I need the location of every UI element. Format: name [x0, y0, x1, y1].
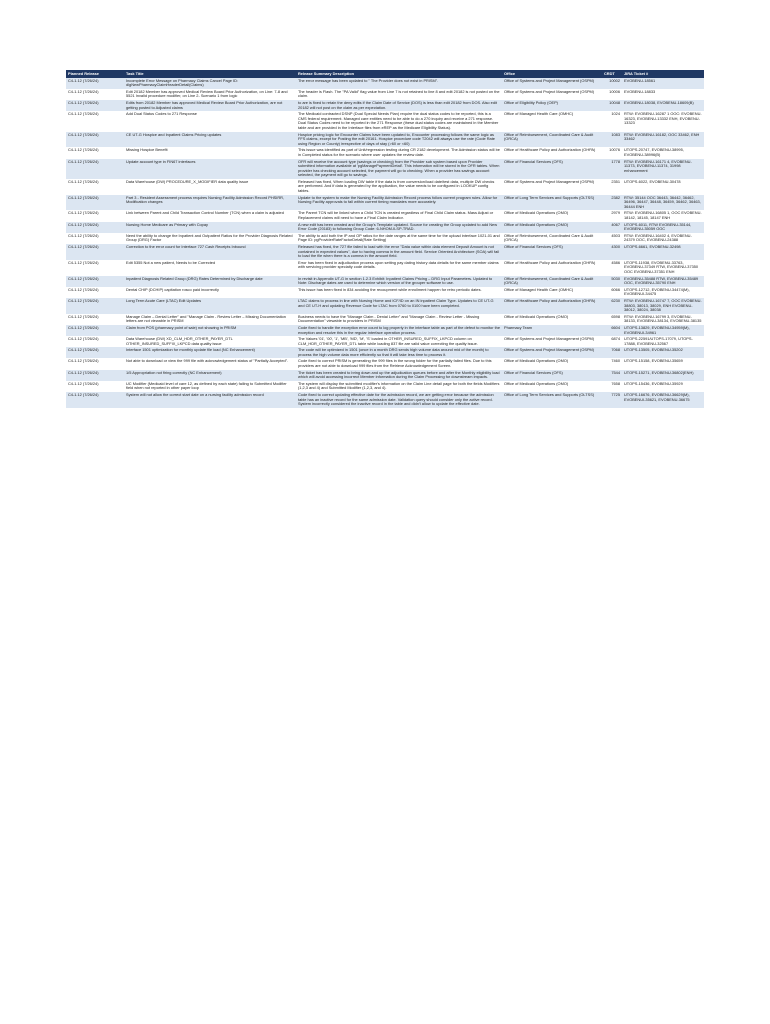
- jira-ticket-cell: UTOPS-13829, EVOBENU-34959(M), EVOBENUI-34961: [622, 325, 704, 336]
- release-summary-cell: Error has been fixed in adjudication process upon setting pay dating history data details for the same member claims with servicing provider specialty code details.: [296, 260, 502, 276]
- task-title-cell: Link between Parent and Child Transaction Control Number (TCN) when a claim is adjusted: [124, 210, 296, 221]
- planned-release-cell: C4-1.12 (7/26/24): [66, 314, 124, 325]
- jira-ticket-cell: RTW: EVOBENU-16747 7, OOC EVOBENU-38803, 38013, 38029, ENH EVOBENU-38012, 38024, 38038: [622, 298, 704, 314]
- release-summary-cell: The code will be optimized in 1501 (once in a month DRG sends high volume data around mid of the month) to process the high volume data more efficiently so that it will take less time to process it.: [296, 347, 502, 358]
- office-cell: Office of Medicaid Operations (OMO): [502, 381, 602, 392]
- header-crdt: CRDT: [602, 70, 622, 78]
- office-cell: Office of Medicaid Operations (OMO): [502, 358, 602, 369]
- release-summary-cell: The Medicaid contracted DSNP (Dual Special Needs Plan) require the dual status codes to be reported, this is a CMS federal requirement. Managed care entities need to be able to do a 270 inquiry and receive a 271 response. Dual Status Codes need to be reported in the 271 Response (these dual status codes are maintained in the Member table and are provided in the Interface files from eREP as the Medicare Eligibility Status).: [296, 111, 502, 131]
- task-title-cell: Interface 1501 optimization for monthly update file load (NC Enhancement): [124, 347, 296, 358]
- crdt-cell: 2382: [602, 195, 622, 211]
- office-cell: Office of Reimbursement, Coordinated Care & Audit (ORCA): [502, 276, 602, 287]
- office-cell: Office of Financial Services (OFS): [502, 159, 602, 179]
- table-row: [66, 392, 704, 408]
- table-row: [66, 298, 704, 314]
- release-summary-cell: This issue was identified as part of Unit/regression testing during CR 2182 development. The Admission status will be in Completed status for the scenario where user updates the review date.: [296, 147, 502, 158]
- table-row: [66, 244, 704, 260]
- office-cell: Office of Systems and Project Management (OSPM): [502, 179, 602, 195]
- office-cell: Office of Healthcare Policy and Authorization (OHPA): [502, 147, 602, 158]
- crdt-cell: 10048: [602, 100, 622, 111]
- crdt-cell: 1024: [602, 111, 622, 131]
- crdt-cell: 10076: [602, 147, 622, 158]
- table-row: [66, 381, 704, 392]
- jira-ticket-cell: RTW: EVOBENU-16182, OOC 33462, ENH 33462: [622, 132, 704, 148]
- jira-ticket-cell: UTOPS-15271, EVOBENU-36802(ENH): [622, 370, 704, 381]
- table-row: [66, 276, 704, 287]
- crdt-cell: 7658: [602, 381, 622, 392]
- release-summary-cell: Code fixed to correct PRISM is generating the 999 files in the wrong folder for the partially failed files. Due to this providers are not able to download 999 files from the Retrieve Acknowledgement Screen.: [296, 358, 502, 369]
- header-task-title: Task Title: [124, 70, 296, 78]
- office-cell: Office of Eligibility Policy (OEP): [502, 100, 602, 111]
- table-row: [66, 222, 704, 233]
- table-row: [66, 100, 704, 111]
- table-row: [66, 233, 704, 244]
- jira-ticket-cell: UTOPS-6022, EVOBENU-30478: [622, 179, 704, 195]
- crdt-cell: 4586: [602, 260, 622, 276]
- jira-ticket-cell: RTW: EVOBENU-16287 1 OOC: EVOBENU-16323, EVOBENU-13332 ENH, EVOBENU-13323: [622, 111, 704, 131]
- release-summary-cell: A new edit has been created and the Group's Template updated. Source for creating the Group updated to add New Error Code (20183) to following Group Code: 6-NHOM-ILSP-TRAD.: [296, 222, 502, 233]
- task-title-cell: Need the ability to change the Inpatient and Outpatient Ratios for the Provider Diagnosis Related Group (DRG) Factor: [124, 233, 296, 244]
- task-title-cell: Nursing Home Medicare as Primary with Copay: [124, 222, 296, 233]
- release-summary-cell: In revisit in Appendix UT-G in section 1.2.3 Exhibit: Inpatient Claims Pricing – DRG Input Parameters. Updated to Note: Discharge dates are used to determine which version of the grouper software to use.: [296, 276, 502, 287]
- header-release-summary: Release Summary Description: [296, 70, 502, 78]
- crdt-cell: 6598: [602, 314, 622, 325]
- crdt-cell: 7544: [602, 370, 622, 381]
- jira-ticket-cell: UTOPS-16676, EVOBENU-36629(M), EVOBENUI-35621, EVOBENU-36675: [622, 392, 704, 408]
- table-row: [66, 89, 704, 100]
- jira-ticket-cell: UTOPS-11938, EVOBENU-33763, EVOBENU-37349 RTW, EVOBENU-37350 OOC EVOBENU-37351 ENH: [622, 260, 704, 276]
- planned-release-cell: C4-1.12 (7/26/24): [66, 233, 124, 244]
- release-summary-cell: The header is Flash. The "PA Valid" flag value from Line 7 is not retained to line 8 and edit 20182 is not posted on the claim.: [296, 89, 502, 100]
- jira-ticket-cell: RTW: EVOBENU-16171 4, EVOBENU-11373, EVOBENU-11374, 31998 enhancement: [622, 159, 704, 179]
- planned-release-cell: C4-1.12 (7/26/24): [66, 100, 124, 111]
- table-row: [66, 159, 704, 179]
- table-row: [66, 358, 704, 369]
- release-summary-cell: Hospice pricing logic for Encounter Claims have been updated to, Encounter processing follows the same logic as FFS claims, except for Posting the edit 20161. Hospice procedure code T2042 will always use the rate (Code Rate using Region or County) irrespective of days of stay (>60 or <60): [296, 132, 502, 148]
- table-row: [66, 210, 704, 221]
- task-title-cell: Not able to download or view the 999 file with acknowledgement status of "Partially Accepted".: [124, 358, 296, 369]
- planned-release-cell: C4-1.12 (7/26/24): [66, 347, 124, 358]
- planned-release-cell: C4-1.12 (7/26/24): [66, 358, 124, 369]
- crdt-cell: 7068: [602, 347, 622, 358]
- task-title-cell: Part 3 - Resident Assessment process requires Nursing Facility Admission Record PHSIRR, Modification changes: [124, 195, 296, 211]
- release-summary-cell: OFR will receive the account type (savings or checking) from the Provider sub system based upon Provider submitted information available at 'pgManagePaymentDetail'. This information will be stored in the OFR tables. When provider has checking account selected, the payment will go to checking. When a provider has savings account selected, the payment will go to savings.: [296, 159, 502, 179]
- table-row: [66, 147, 704, 158]
- release-summary-cell: Code fixed to handle the exception error count to log properly in the interface table as part of the defect to monitor the exception and resolve this in the regular interface operation process.: [298, 324, 501, 335]
- table-row: [66, 111, 704, 131]
- office-cell: Office of Medicaid Operations (OMO): [502, 222, 602, 233]
- task-title-cell: Add Dual Status Codes to 271 Response: [124, 111, 296, 131]
- table-header-row: [66, 70, 704, 78]
- task-title-cell: CE UT-G Hospice and Inpatient Claims Pricing updates: [124, 132, 296, 148]
- table-row: [66, 132, 704, 148]
- planned-release-cell: C4-1.12 (7/26/24): [66, 276, 124, 287]
- task-title-cell: Update account type in FIN67 interfaces: [124, 159, 296, 179]
- task-title-cell: UC Modifier (Medicaid level of care 12, as defined by each state) failing to Submitted Modifier field when not reported in other payer loop: [124, 381, 296, 392]
- office-cell: Office of Systems and Project Management (OSPM): [502, 347, 602, 358]
- task-title-cell: 1/5 Appropriation not firing correctly (NC Enhancement): [124, 370, 296, 381]
- table-row: [66, 314, 704, 325]
- jira-ticket-cell: EVOBENU-18561: [622, 78, 704, 89]
- planned-release-cell: C4-1.12 (7/26/24): [66, 287, 124, 298]
- crdt-cell: 10006: [602, 89, 622, 100]
- office-cell: Office of Managed Health Care (OMHC): [502, 287, 602, 298]
- crdt-cell: 6604: [602, 325, 622, 336]
- table-row: [66, 260, 704, 276]
- release-summary-cell: The Values '01', '00', '1', 'MB', 'MD', 'M', 'S' loaded in OTHER_INSURED_SUFFIX_LKPCD column on CLM_HDR_OTHER_PAYER_DTL table while loading 837 file are valid value correcting the quality issue.: [296, 336, 502, 347]
- office-cell: Office of Reimbursement, Coordinated Care & Audit (ORCA): [502, 233, 602, 244]
- release-summary-cell: Released has fixed, the 727 file failed to load with the error "Data value within data element Deposit Amount is not contained in expected values", due to having comma in the amount field. Service Oriented Architecture (SOA) will fail to load the file when there is a comma in the amount field.: [296, 244, 502, 260]
- planned-release-cell: C4-1.12 (7/26/24): [66, 89, 124, 100]
- release-table: [66, 70, 704, 408]
- jira-ticket-cell: UTOPS-13505, EVOBENU-35202: [622, 347, 704, 358]
- planned-release-cell: C4-1.12 (7/26/24): [66, 381, 124, 392]
- planned-release-cell: C4-1.12 (7/26/24): [66, 111, 124, 131]
- jira-ticket-cell: RTW: EVOBENU-16402 4, EVOBENU-24379 OOC, EVOBENU-24388: [622, 233, 704, 244]
- crdt-cell: 10002: [602, 78, 622, 89]
- crdt-cell: 6066: [602, 287, 622, 298]
- release-summary-cell: Update to the system to make the Nursing Facility Admission Record process follow current program rules. Allow for Nursing Facility approvals to fall within current timing mandates more accurately.: [296, 195, 502, 211]
- release-summary-cell: Business needs to have the "Manage Claim - Denial Letter" and "Manage Claim - Review Letter - Missing Documentation" viewable to providers in PRISM: [296, 314, 502, 325]
- release-summary-cell: The ticket has been created to bring down and up the adjudication queues before and after the Monthly eligibility load which will avoid accessing incorrect Member information during the Claim Processing for downstream impacts.: [296, 370, 502, 381]
- task-title-cell: Long Term Acute Care (LTAC) Edit Updates: [124, 298, 296, 314]
- crdt-cell: 2351: [602, 179, 622, 195]
- office-cell: Office of Healthcare Policy and Authorization (OHPA): [502, 298, 602, 314]
- office-cell: Office of Managed Health Care (OMHC): [502, 111, 602, 131]
- task-title-cell: Data Warehouse (DW) PROCEDURE_X_MODIFIER data quality issue: [124, 179, 296, 195]
- task-title-cell: Claim from POS (pharmacy point of sale) not showing in PRISM: [124, 325, 296, 336]
- table-row: [66, 336, 704, 347]
- office-cell: Office of Reimbursement, Coordinated Care & Audit (ORCA): [502, 132, 602, 148]
- release-summary-cell: The Parent TCN will be linked when a Child TCN is created regardless of Final Child Claim status. Mass Adjust or Replacement claims will need to have a Final Claim Indicator.: [296, 210, 502, 221]
- release-summary-cell: Released has fixed, When loading DW table if the data is from conversion/load date/test data, multiple DW checks are performed. And if data is generated by the application, the value needs to be configured in LOOKUP config tables.: [296, 179, 502, 195]
- task-title-cell: Edit 20182 Member has approved Medical Review Board Prior Authorization, on Line: 7-8 and 5521 Invalid procedure modifier, on Line 2- Scenario 1 from logic: [124, 89, 296, 100]
- task-title-cell: Data Warehouse (DW) XD_CLM_HDR_OTHER_PAYER_DTL OTHER_INSURED_SUFFIX_LKPCD data quality issue: [124, 336, 296, 347]
- planned-release-cell: C4-1.12 (7/26/24): [66, 222, 124, 233]
- crdt-cell: 5030: [602, 276, 622, 287]
- release-summary-cell: The system will display the submitted modifier's information on the Claim Line detail page for both the fields Modifiers (1,2,3 and 4) and Submitted Modifier (1,2,3, and 4).: [296, 381, 502, 392]
- crdt-cell: 4067: [602, 222, 622, 233]
- jira-ticket-cell: UTOPS-6661, EVOBENU-32498: [622, 244, 704, 260]
- office-cell: Office of Systems and Project Management (OSPM): [502, 336, 602, 347]
- table-row: [66, 370, 704, 381]
- planned-release-cell: C4-1.12 (7/26/24): [66, 244, 124, 260]
- crdt-cell: 7460: [602, 358, 622, 369]
- jira-ticket-cell: RTW: 35144 OOC 36443, 36442, 36462, 36496, 36447, 36448, 36459, 36462, 36463, 36444 ENH: [622, 195, 704, 211]
- table-row: [66, 325, 704, 336]
- planned-release-cell: C4-1.12 (7/26/24): [66, 195, 124, 211]
- office-cell: Office of Financial Services (OFS): [502, 370, 602, 381]
- office-cell: Office of Long Term Services and Supports (OLTSS): [502, 195, 602, 211]
- release-summary-cell: This issue has been fixed in 834 avoiding the recoupment while enrollment happen for retro periodic dates.: [296, 287, 502, 298]
- jira-ticket-cell: UTOPS-15158, EVOBENU-35659: [622, 358, 704, 369]
- crdt-cell: 4503: [602, 233, 622, 244]
- planned-release-cell: C4-1.12 (7/26/24): [66, 179, 124, 195]
- table-row: [66, 78, 704, 89]
- planned-release-cell: C4-1.12 (7/26/24): [66, 78, 124, 89]
- jira-ticket-cell: EVOBENU-35488 RTW, EVOBENU-35489 OOC, EVOBENU-35790 ENH: [622, 276, 704, 287]
- release-summary-cell: The error message has been updated to " The Provider does not exist in PRISM".: [296, 78, 502, 89]
- jira-ticket-cell: EVOBENU-18833: [622, 89, 704, 100]
- crdt-cell: 4300: [602, 244, 622, 260]
- planned-release-cell: C4-1.12 (7/26/24): [66, 370, 124, 381]
- task-title-cell: Incomplete Error Message on Pharmacy Claims Cancel Page ID: dlgNewPharmacyClaimHeaderDetail(Claims): [124, 78, 296, 89]
- release-summary-cell: The ability to add both the IP and OP ratios for the date ranges at the same time for the upload interface 1021-01 and Page ID: pgProviderRateFactorDetail(Rate Setting): [296, 233, 502, 244]
- release-notes-document: [66, 70, 704, 408]
- office-cell: Office of Medicaid Operations (OMO): [502, 314, 602, 325]
- crdt-cell: 6230: [602, 298, 622, 314]
- task-title-cell: Correction to the error count for Interface 727 Cash Receipts Inbound: [124, 244, 296, 260]
- jira-ticket-cell: EVOBENU-18038, EVOBENU-18609(B): [622, 100, 704, 111]
- task-title-cell: Edit 5355 Not a new patient, Needs to be Corrected: [124, 260, 296, 276]
- release-summary-cell: to are is fixed to retain the deny edits if the Claim Date of Service (DOS) is less than edit 20182 from DOS. Also edit 20182 will not post on the claim as per expectation.: [296, 100, 502, 111]
- task-title-cell: Manage Claim – Denial Letter" and "Manage Claim - Review Letter – Missing Documentation letters are not viewable in PRISM: [124, 314, 296, 325]
- release-summary-cell: Code fixed to correct updating effective date for the admission record, we are getting error because the admission table has an inactive record for the same admission date. Validation query should consider only the active record. System incorrectly considered the inactive record in the table and didn't allow to update the effective date.: [296, 392, 502, 408]
- office-cell: Office of Systems and Project Management (OSPM): [502, 89, 602, 100]
- office-cell: Office of Systems and Project Management (OSPM): [502, 78, 602, 89]
- office-cell: Office of Long Term Services and Supports (OLTSS): [502, 392, 602, 408]
- task-title-cell: Dental CHIP (DCHIP) capitation rosco paid incorrectly: [124, 287, 296, 298]
- crdt-cell: 7725: [602, 392, 622, 408]
- jira-ticket-cell: RTW: EVOBENU-16799 3, EVOBENU-38133, EVOBENU-38134, EVOBENU-38135: [622, 314, 704, 325]
- task-title-cell: Edits from 20182 Member has approved Medical Review Board Prior Authorization, are not getting posted to Adjusted claims: [124, 100, 296, 111]
- table-row: [66, 347, 704, 358]
- header-jira-ticket: JIRA Ticket #: [622, 70, 704, 78]
- crdt-cell: 2979: [602, 210, 622, 221]
- jira-ticket-cell: RTW: EVOBENU-16805 1, OOC EVOBENU-18142, 18145, 18147 ENH: [622, 210, 704, 221]
- planned-release-cell: C4-1.12 (7/26/24): [66, 159, 124, 179]
- jira-ticket-cell: UTOPS-15436, EVOBENU-35929: [622, 381, 704, 392]
- planned-release-cell: C4-1.12 (7/26/24): [66, 298, 124, 314]
- release-summary-cell: LTAC claims to process in line with Nursing Home and ICF/ID on an IN inpatient Claim Type. Updates to CE UT-G and CE UT-H and updating Revenue Code for LTAC from 0760 to 0100 have been completed.: [296, 298, 502, 314]
- planned-release-cell: C4-1.12 (7/26/24): [66, 210, 124, 221]
- task-title-cell: Missing Hospice Benefit: [124, 147, 296, 158]
- jira-ticket-cell: UTOPS-20747, EVOBENU-38995, EVOBENU-38996(B): [622, 147, 704, 158]
- office-cell: Office of Medicaid Operations (OMO): [502, 210, 602, 221]
- planned-release-cell: C4-1.12 (7/26/24): [66, 132, 124, 148]
- office-cell: Office of Healthcare Policy and Authorization (OHPA): [502, 260, 602, 276]
- jira-ticket-cell: UTOPS-6011, RTW EVOBENU-35144, EVOBENU-35059 OOC: [622, 222, 704, 233]
- header-planned-release: Planned Release: [66, 70, 124, 78]
- header-office: Office: [502, 70, 602, 78]
- office-cell: Office of Financial Services (OFS): [502, 244, 602, 260]
- office-cell: Pharmacy Team: [502, 325, 602, 336]
- crdt-cell: 6874: [602, 336, 622, 347]
- crdt-cell: 1083: [602, 132, 622, 148]
- table-row: [66, 287, 704, 298]
- task-title-cell: Inpatient Diagnosis Related Group (DRG) Rates Determined by Discharge date: [124, 276, 296, 287]
- planned-release-cell: C4-1.12 (7/26/24): [66, 392, 124, 408]
- planned-release-cell: C4-1.12 (7/26/24): [66, 260, 124, 276]
- table-row: [66, 195, 704, 211]
- crdt-cell: 1778: [602, 159, 622, 179]
- planned-release-cell: C4-1.12 (7/26/24): [66, 325, 124, 336]
- table-row: [66, 179, 704, 195]
- jira-ticket-cell: UTOPS-22591/UTOPS-17079, UTOPS-17888, EVOBENU-32567: [622, 336, 704, 347]
- planned-release-cell: C4-1.12 (7/26/24): [66, 336, 124, 347]
- task-title-cell: System will not allow the correct start date on a nursing facility admission record: [124, 392, 296, 408]
- jira-ticket-cell: UTOPS-12712, EVOBENU-34474(M), EVOBENUI-34475: [622, 287, 704, 298]
- planned-release-cell: C4-1.12 (7/26/24): [66, 147, 124, 158]
